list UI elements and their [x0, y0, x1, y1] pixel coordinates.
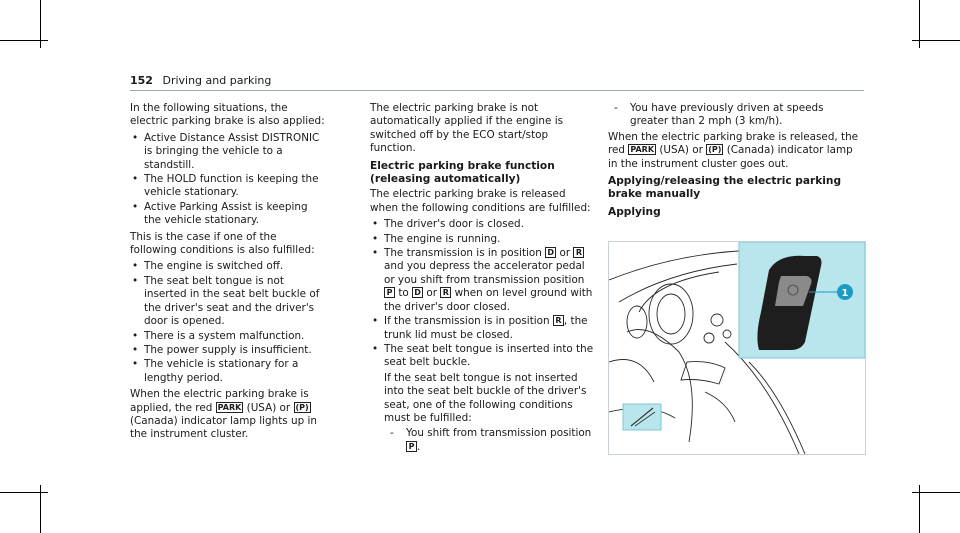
text-run: and you depress the accelerator pedal or you shift from transmission position [384, 260, 585, 286]
list-item: • Active Parking Assist is keeping the vehicle stationary. [130, 201, 326, 228]
column-2 [370, 102, 594, 457]
crop-mark [0, 492, 48, 493]
section-heading: Electric parking brake function (releasing automatically) [370, 159, 555, 186]
text-run: , the trunk lid must be closed. [384, 315, 588, 341]
text-run: or [426, 287, 438, 300]
text-run: If the transmission is in position [384, 315, 550, 328]
list-item: • The engine is running. [370, 233, 594, 246]
text-run: (USA) or [246, 401, 291, 414]
text-run: to [398, 287, 409, 300]
list-item: • The power supply is insufficient. [130, 344, 326, 357]
text-run: The transmission is in position [384, 247, 542, 260]
crop-mark [912, 492, 960, 493]
gear-p-icon: P [406, 441, 417, 452]
section-heading: Applying/releasing the electric parking brake manually [608, 175, 842, 201]
parking-brake-illustration [608, 241, 866, 455]
gear-r-icon: R [553, 315, 564, 326]
gear-p-icon: P [384, 287, 395, 298]
column-3 [608, 102, 864, 221]
page-number: 152 [130, 74, 153, 87]
paragraph [608, 131, 864, 171]
crop-mark [0, 40, 48, 41]
sub-heading: Applying [608, 205, 661, 218]
list-item [370, 247, 594, 314]
crop-mark [912, 40, 960, 41]
dashboard-drawing [609, 242, 865, 454]
column-1 [130, 102, 326, 445]
paragraph: The electric parking brake is released when the following conditions are fulfilled: [370, 188, 591, 214]
list-item: • The vehicle is stationary for a lengthy period. [130, 358, 326, 385]
paragraph: This is the case if one of the following conditions is also fulfilled: [130, 230, 315, 257]
gear-r-icon: R [573, 247, 584, 258]
list-item: • The HOLD function is keeping the vehicle stationary. [130, 173, 326, 200]
text-run: (USA) or [659, 144, 703, 157]
park-indicator-icon: PARK [217, 402, 242, 412]
text-run: If the seat belt tongue is not inserted into the seat belt buckle of the driver's seat, one of the following conditions must be fulfilled: [384, 371, 587, 424]
callout-number: 1 [841, 288, 849, 299]
text-run: or [559, 247, 571, 260]
dash-item: - You shift from transmission position P . [384, 427, 594, 454]
bullet-list [370, 218, 594, 454]
paragraph [130, 388, 326, 442]
list-item: • The engine is switched off. [130, 260, 326, 273]
dash-item: - You have previously driven at speeds greater than 2 mph (3 km/h). [608, 102, 864, 129]
list-item: • The seat belt tongue is not inserted in the seat belt buckle of the driver's seat and the driver's door is opened. [130, 275, 326, 329]
gear-r-icon: R [440, 287, 451, 298]
list-item: • Active Distance Assist DISTRONIC is bringing the vehicle to a standstill. [130, 132, 326, 172]
parking-brake-canada-icon: (P) [295, 402, 309, 412]
park-indicator-icon: PARK [630, 145, 655, 155]
paragraph: The electric parking brake is not automatically applied if the engine is switched off by the ECO start/stop function. [370, 102, 564, 155]
text-run: When the electric parking brake is applied, the red [130, 388, 309, 414]
list-item [370, 343, 594, 454]
header-rule [130, 90, 864, 91]
text-run: when on level ground with the driver's door closed. [384, 287, 593, 313]
list-item [370, 315, 594, 342]
text-run: When the electric parking brake is released, the red [608, 130, 859, 157]
bullet-list [130, 260, 326, 385]
text-run: (Canada) indicator lamp lights up in the instrument cluster. [130, 414, 317, 441]
parking-brake-canada-icon: (P) [708, 145, 722, 155]
gear-d-icon: D [412, 287, 423, 298]
section-title: Driving and parking [162, 74, 272, 87]
list-item: • There is a system malfunction. [130, 330, 326, 343]
text-run: (Canada) indicator lamp in the instrument cluster goes out. [608, 144, 853, 170]
list-item: • The driver's door is closed. [370, 218, 594, 231]
gear-d-icon: D [545, 247, 556, 258]
page-header [130, 74, 271, 87]
bullet-list [130, 132, 326, 228]
text-run: You shift from transmission position [406, 427, 592, 440]
paragraph: In the following situations, the electric parking brake is also applied: [130, 102, 325, 128]
text-run: • The seat belt tongue is inserted into the seat belt buckle. [384, 342, 594, 369]
